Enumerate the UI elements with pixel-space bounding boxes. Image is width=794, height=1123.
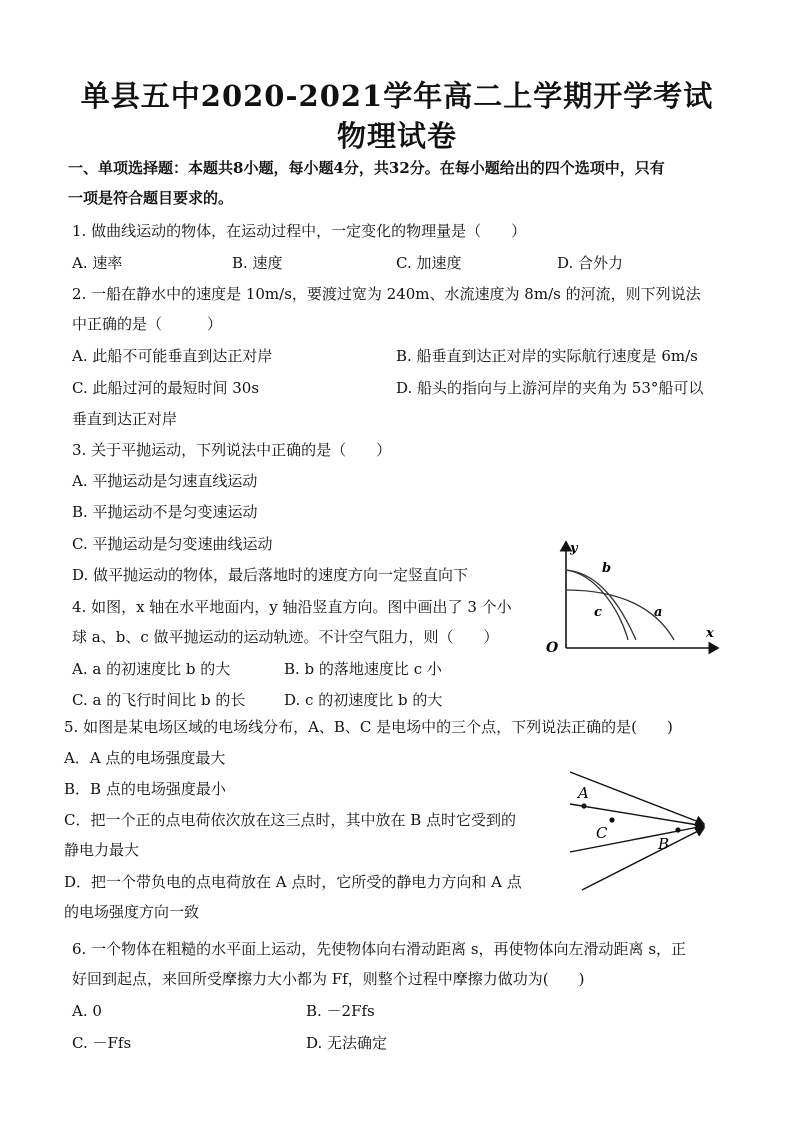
q5-stem: 5. 如图是某电场区域的电场线分布，A、B、C 是电场中的三个点，下列说法正确的是( )	[64, 718, 673, 736]
q1-option-c: C. 加速度	[396, 254, 462, 272]
q5-point-a	[581, 803, 586, 808]
q4-stem: 4. 如图，x 轴在水平地面内，y 轴沿竖直方向。图中画出了 3 个小	[72, 598, 512, 616]
q4-x-axis-label: x	[706, 626, 714, 641]
q4-option-a: A. a 的初速度比 b 的大	[72, 660, 231, 678]
q4-curve-label-b: b	[602, 561, 612, 576]
q6-option-b: B. －2Ffs	[306, 1002, 375, 1020]
q6-stem: 6. 一个物体在粗糙的水平面上运动，先使物体向右滑动距离 s，再使物体向左滑动距离 s，正	[72, 940, 687, 958]
q4-curve-label-c: c	[594, 605, 602, 620]
q2-stem-cont: 中正确的是（ ）	[72, 315, 223, 333]
q6-stem-cont: 好回到起点，来回所受摩擦力大小都为 Ff，则整个过程中摩擦力做功为( )	[72, 970, 585, 988]
q2-stem: 2. 一船在静水中的速度是 10m/s，要渡过宽为 240m、水流速度为 8m/s 的河流，则下列说法	[72, 285, 701, 303]
q3-option-c: C. 平抛运动是匀变速曲线运动	[72, 535, 273, 553]
q5-field-line-1	[570, 772, 704, 824]
q5-label-b: B	[658, 835, 670, 853]
q6-option-d: D. 无法确定	[306, 1034, 388, 1052]
q4-curve-label-a: a	[654, 605, 663, 620]
q5-option-a: A．A 点的电场强度最大	[64, 749, 226, 767]
q5-point-c	[609, 817, 614, 822]
q5-label-c: C	[596, 824, 608, 842]
title-line-1: 单县五中2020-2021学年高二上学期开学考试	[80, 79, 714, 113]
q1-stem: 1. 做曲线运动的物体，在运动过程中，一定变化的物理量是（ ）	[72, 222, 527, 240]
q1-option-b: B. 速度	[232, 254, 283, 272]
section-1-heading: 一、单项选择题：本题共8小题，每小题4分，共32分。在每小题给出的四个选项中，只有	[68, 159, 665, 177]
q5-label-a: A	[578, 784, 589, 802]
q5-field-line-3	[570, 826, 704, 852]
q5-option-b: B．B 点的电场强度最小	[64, 780, 226, 798]
q4-origin-label: O	[546, 640, 559, 656]
q1-option-d: D. 合外力	[557, 254, 624, 272]
q5-field-line-2	[570, 804, 704, 826]
q3-option-a: A. 平抛运动是匀速直线运动	[72, 472, 258, 490]
q4-y-axis-label: y	[570, 541, 578, 556]
q4-option-c: C. a 的飞行时间比 b 的长	[72, 691, 246, 709]
q5-point-b	[675, 827, 680, 832]
q3-stem: 3. 关于平抛运动，下列说法中正确的是（ ）	[72, 441, 392, 459]
q5-field-lines-figure	[562, 770, 722, 900]
q5-option-d-cont: 的电场强度方向一致	[64, 903, 200, 921]
section-1-heading-cont: 一项是符合题目要求的。	[68, 189, 234, 207]
q6-option-a: A. 0	[72, 1002, 102, 1020]
q3-option-d: D. 做平抛运动的物体，最后落地时的速度方向一定竖直向下	[72, 566, 469, 584]
q5-option-c: C．把一个正的点电荷依次放在这三点时，其中放在 B 点时它受到的	[64, 811, 517, 829]
q5-option-d: D．把一个带负电的点电荷放在 A 点时，它所受的静电力方向和 A 点	[64, 873, 522, 891]
q6-option-c: C. －Ffs	[72, 1034, 132, 1052]
q4-trajectory-figure	[538, 534, 724, 658]
q4-stem-cont: 球 a、b、c 做平抛运动的运动轨迹。不计空气阻力，则（ ）	[72, 628, 499, 646]
q5-option-c-cont: 静电力最大	[64, 841, 140, 859]
q2-option-d: D. 船头的指向与上游河岸的夹角为 53°船可以	[396, 379, 704, 397]
q1-option-a: A. 速率	[72, 254, 123, 272]
q2-option-c: C. 此船过河的最短时间 30s	[72, 379, 260, 397]
q4-option-b: B. b 的落地速度比 c 小	[284, 660, 442, 678]
q4-option-d: D. c 的初速度比 b 的大	[284, 691, 443, 709]
q2-option-b: B. 船垂直到达正对岸的实际航行速度是 6m/s	[396, 347, 698, 365]
q3-option-b: B. 平抛运动不是匀变速运动	[72, 503, 258, 521]
title-line-2: 物理试卷	[336, 119, 457, 153]
q2-option-d-cont: 垂直到达正对岸	[72, 410, 178, 428]
q2-option-a: A. 此船不可能垂直到达正对岸	[72, 347, 273, 365]
